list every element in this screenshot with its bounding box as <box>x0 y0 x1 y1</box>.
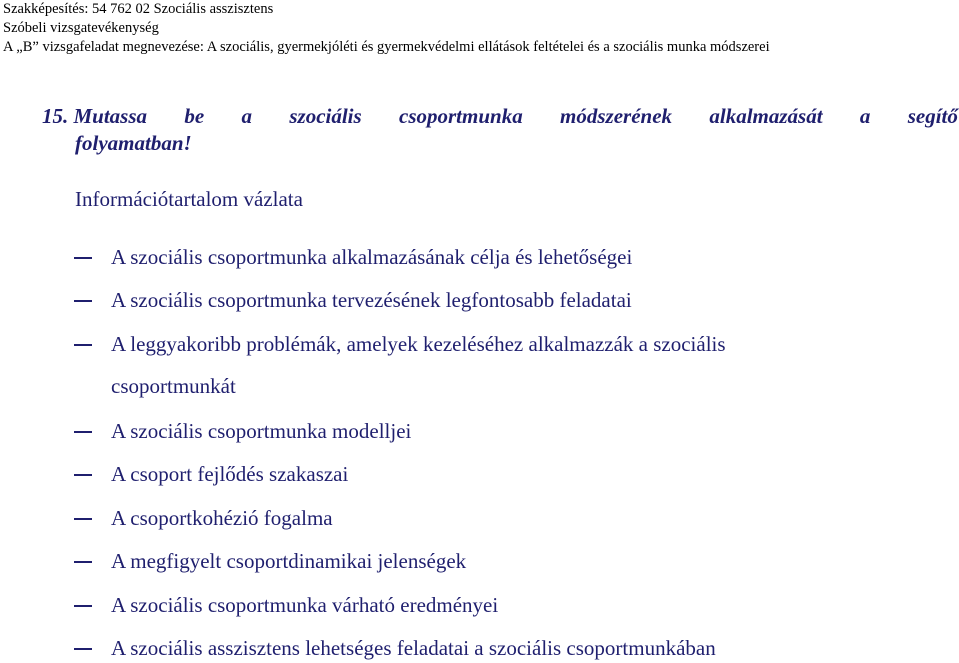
outline-item <box>0 548 959 575</box>
outline-item-text: A csoport fejlődés szakaszai <box>111 462 349 486</box>
dash-bullet-icon <box>74 561 92 563</box>
dash-bullet-icon <box>74 518 92 520</box>
outline-item <box>0 592 959 619</box>
outline-item <box>0 461 959 488</box>
question-word: módszerének <box>560 104 673 128</box>
dash-bullet-icon <box>74 474 92 476</box>
outline-item <box>0 505 959 532</box>
outline-item-text: A szociális csoportmunka modelljei <box>111 419 412 443</box>
outline-item-text: A szociális csoportmunka alkalmazásának célja és lehetőségei <box>111 245 633 269</box>
outline-item-text: A csoportkohézió fogalma <box>111 506 333 530</box>
question-word: szociális <box>289 104 362 128</box>
dash-bullet-icon <box>74 605 92 607</box>
question-word: alkalmazását <box>709 104 823 128</box>
outline-item <box>0 418 959 445</box>
outline-item <box>0 244 959 271</box>
outline-item <box>0 287 959 314</box>
question-word: 15. Mutassa <box>42 104 148 128</box>
dash-bullet-icon <box>74 648 92 650</box>
outline-item-text-continued: csoportmunkát <box>111 374 236 398</box>
document-header <box>3 0 953 57</box>
outline-item-text: A szociális csoportmunka tervezésének legfontosabb feladatai <box>111 288 632 312</box>
dash-bullet-icon <box>74 257 92 259</box>
outline-item-text: A szociális asszisztens lehetséges feladatai a szociális csoportmunkában <box>111 636 716 660</box>
outline-title: Információtartalom vázlata <box>75 187 303 211</box>
dash-bullet-icon <box>74 344 92 346</box>
question-line-1 <box>42 103 958 130</box>
question-word: be <box>184 104 205 128</box>
question-word: csoportmunka <box>399 104 523 128</box>
question-word: a <box>859 104 871 128</box>
outline-item-text: A megfigyelt csoportdinamikai jelenségek <box>111 549 467 573</box>
outline-item <box>0 635 959 662</box>
question-word: a <box>241 104 253 128</box>
outline-item-text: A leggyakoribb problémák, amelyek kezeléséhez alkalmazzák a szociális <box>111 332 726 356</box>
question-line-2: folyamatban! <box>75 131 192 155</box>
question-word: segítő <box>907 104 958 128</box>
question-title <box>42 103 958 157</box>
header-task-name: A „B” vizsgafeladat megnevezése: A szociális, gyermekjóléti és gyermekvédelmi ellátások feltételei és a szociális munka módszerei <box>3 39 770 55</box>
header-qualification: Szakképesítés: 54 762 02 Szociális asszisztens <box>3 1 274 17</box>
outline-item <box>0 331 959 398</box>
header-exam-activity: Szóbeli vizsgatevékenység <box>3 20 159 36</box>
outline-item-text: A szociális csoportmunka várható eredményei <box>111 593 499 617</box>
dash-bullet-icon <box>74 300 92 302</box>
dash-bullet-icon <box>74 431 92 433</box>
